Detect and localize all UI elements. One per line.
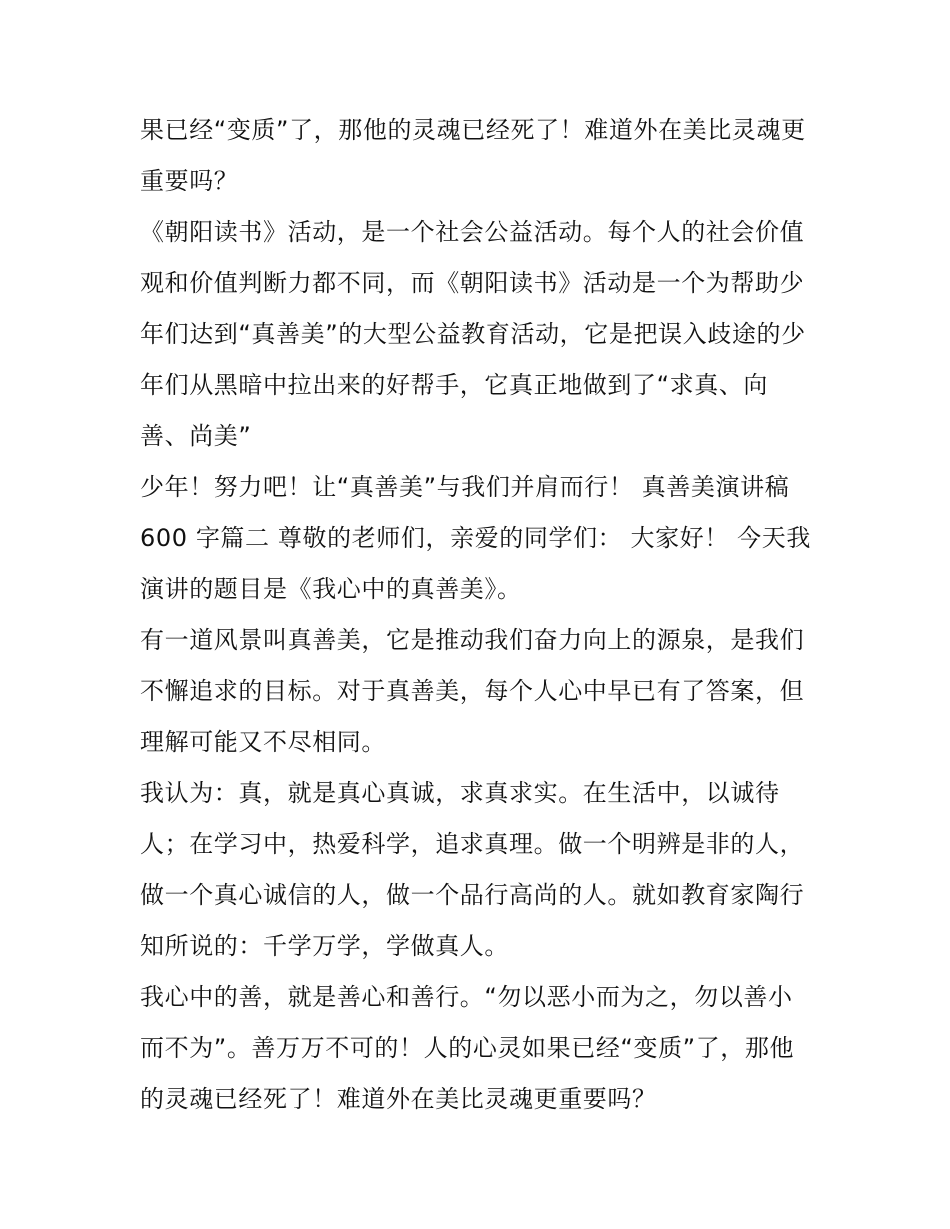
text-line: 而不为”。善万万不可的！人的心灵如果已经“变质”了，那他 [140, 1034, 795, 1062]
text-line: 我认为：真，就是真心真诚，求真求实。在生活中，以诚待 [140, 779, 780, 807]
text-line: 的灵魂已经死了！难道外在美比灵魂更重要吗？ [140, 1085, 657, 1113]
text-line: 善、尚美” [140, 422, 252, 450]
text-line: 有一道风景叫真善美，它是推动我们奋力向上的源泉，是我们 [140, 626, 805, 654]
text-line: 600 字篇二 尊敬的老师们，亲爱的同学们： 大家好！ 今天我 [140, 524, 811, 552]
text-line: 观和价值判断力都不同，而《朝阳读书》活动是一个为帮助少 [140, 269, 805, 297]
text-line: 少年！努力吧！让“真善美”与我们并肩而行！ 真善美演讲稿 [140, 473, 790, 501]
text-line: 重要吗？ [140, 167, 239, 195]
text-line: 做一个真心诚信的人，做一个品行高尚的人。就如教育家陶行 [140, 881, 805, 909]
text-line: 理解可能又不尽相同。 [140, 728, 386, 756]
text-line: 知所说的：千学万学，学做真人。 [140, 932, 509, 960]
text-line: 果已经“变质”了，那他的灵魂已经死了！难道外在美比灵魂更 [140, 116, 806, 144]
text-line: 演讲的题目是《我心中的真善美》。 [140, 575, 522, 603]
text-line: 我心中的善，就是善心和善行。“勿以恶小而为之，勿以善小 [140, 983, 793, 1011]
text-line: 年们从黑暗中拉出来的好帮手，它真正地做到了“求真、向 [140, 371, 769, 399]
text-line: 不懈追求的目标。对于真善美，每个人心中早已有了答案，但 [140, 677, 805, 705]
text-line: 《朝阳读书》活动，是一个社会公益活动。每个人的社会价值 [140, 218, 805, 246]
text-line: 人；在学习中，热爱科学，追求真理。做一个明辨是非的人， [140, 830, 805, 858]
text-line: 年们达到“真善美”的大型公益教育活动，它是把误入歧途的少 [140, 320, 806, 348]
